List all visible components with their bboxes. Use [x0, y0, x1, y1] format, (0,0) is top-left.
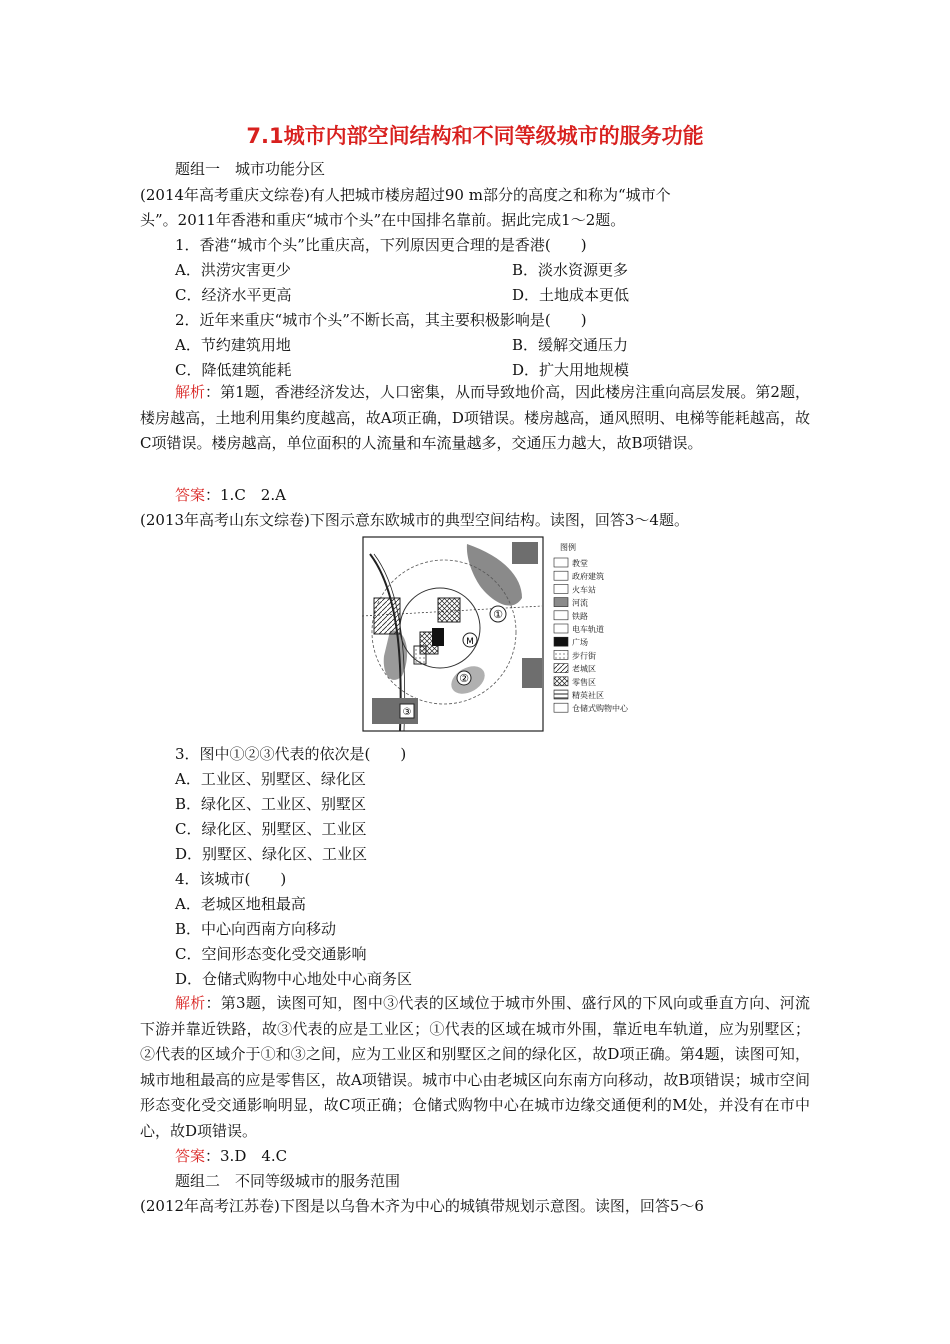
legend-label: 广场 [572, 638, 588, 648]
legend-label: 河流 [572, 598, 588, 608]
legend-swatch [554, 664, 568, 673]
legend-swatch [554, 650, 568, 659]
analysis-label: 解析 [175, 383, 206, 401]
intro1-line1: (2014年高考重庆文综卷)有人把城市楼房超过90 m部分的高度之和称为“城市个 [140, 186, 671, 204]
question-4: 4．该城市( ) [175, 870, 287, 888]
legend-swatch [554, 624, 568, 633]
q2-option-a: A．节约建筑用地 [175, 336, 291, 354]
answer-label-2: 答案 [175, 1147, 206, 1165]
q1-option-d: D．土地成本更低 [512, 286, 630, 304]
intro3: (2012年高考江苏卷)下图是以乌鲁木齐为中心的城镇带规划示意图。读图，回答5～6 [140, 1197, 704, 1215]
legend-label: 精英社区 [572, 691, 604, 700]
legend-label: 老城区 [572, 664, 596, 674]
legend-label: 电车轨道 [572, 625, 604, 634]
legend-label: 政府建筑 [572, 572, 604, 582]
legend-label: 步行街 [572, 651, 596, 661]
legend-swatch [554, 584, 568, 593]
q2-option-b: B．缓解交通压力 [512, 336, 629, 354]
analysis-1-text: ：第1题，香港经济发达，人口密集，从而导致地价高，因此楼房注重向高层发展。第2题，楼房越高，土地利用集约度越高，故A项正确，D项错误。楼房越高，通风照明、电梯等能耗越高，故C项错误。楼房越高，单位面积的人流量和车流量越多，交通压力越大，故B项错误。 [140, 383, 810, 453]
legend-swatch [554, 690, 568, 699]
q4-option-d: D．仓储式购物中心地处中心商务区 [175, 970, 413, 988]
q3-option-c: C．绿化区、别墅区、工业区 [175, 820, 367, 838]
answer-label: 答案 [175, 486, 206, 504]
zone-1-label: ① [493, 608, 503, 621]
group2-heading: 题组二 不同等级城市的服务范围 [175, 1172, 401, 1190]
legend-swatch [554, 637, 568, 646]
intro2: (2013年高考山东文综卷)下图示意东欧城市的典型空间结构。读图，回答3～4题。 [140, 511, 689, 529]
zone-2-label: ② [459, 672, 469, 685]
legend-label: 铁路 [572, 611, 588, 621]
question-3: 3．图中①②③代表的依次是( ) [175, 745, 407, 763]
analysis-2-text: ：第3题，读图可知，图中③代表的区域位于城市外围、盛行风的下风向或垂直方向、河流下游并靠近铁路，故③代表的应是工业区；①代表的区域在城市外围，靠近电车轨道，应为别墅区；②代表的区域介于①和③之间，应为工业区和别墅区之间的绿化区，故D项正确。第4题，读图可知，城市地租最高的应是零售区，故A项错误。城市中心由老城区向东南方向移动，故B项错误；城市空间形态变化受交通影响明显，故C项正确；仓储式购物中心在城市边缘交通便利的M处，并没有在市中心，故D项错误。 [140, 994, 810, 1140]
zone-3-label: ③ [402, 707, 412, 718]
answer-1-text: ：1.C 2.A [205, 486, 286, 504]
q4-option-b: B．中心向西南方向移动 [175, 920, 337, 938]
question-2: 2．近年来重庆“城市个头”不断长高，其主要积极影响是( ) [175, 311, 587, 329]
q2-option-d: D．扩大用地规模 [512, 361, 630, 379]
analysis-2 [140, 991, 810, 1145]
q2-option-c: C．降低建筑能耗 [175, 361, 292, 379]
group1-heading: 题组一 城市功能分区 [175, 160, 326, 178]
q4-option-c: C．空间形态变化受交通影响 [175, 945, 367, 963]
question-1: 1．香港“城市个头”比重庆高，下列原因更合理的是香港( ) [175, 236, 587, 254]
intro1-line2: 头”。2011年香港和重庆“城市个头”在中国排名靠前。据此完成1～2题。 [140, 211, 626, 229]
page-title: 7.1城市内部空间结构和不同等级城市的服务功能 [246, 124, 704, 148]
legend-swatch [554, 598, 568, 607]
legend-swatch [554, 611, 568, 620]
legend-label: 仓储式购物中心 [572, 704, 628, 714]
analysis-1 [140, 380, 810, 457]
mall-label: M [466, 637, 474, 647]
answer-2-text: ：3.D 4.C [205, 1147, 288, 1165]
legend-title: 图例 [560, 543, 576, 552]
q1-option-a: A．洪涝灾害更少 [175, 261, 291, 279]
legend-swatch [554, 703, 568, 712]
q1-option-b: B．淡水资源更多 [512, 261, 629, 279]
legend-label: 零售区 [572, 677, 596, 687]
q3-option-b: B．绿化区、工业区、别墅区 [175, 795, 367, 813]
legend-label: 火车站 [572, 585, 596, 595]
answer-1 [175, 484, 286, 505]
q3-option-a: A．工业区、别墅区、绿化区 [175, 770, 366, 788]
q4-option-a: A．老城区地租最高 [175, 895, 306, 913]
legend-swatch [554, 571, 568, 580]
legend-swatch [554, 677, 568, 686]
legend-label: 教堂 [572, 559, 588, 568]
city-structure-map [362, 536, 630, 732]
legend-swatch [554, 558, 568, 567]
analysis-label-2: 解析 [175, 994, 206, 1012]
q3-option-d: D．别墅区、绿化区、工业区 [175, 845, 368, 863]
answer-2 [175, 1145, 287, 1166]
q1-option-c: C．经济水平更高 [175, 286, 292, 304]
